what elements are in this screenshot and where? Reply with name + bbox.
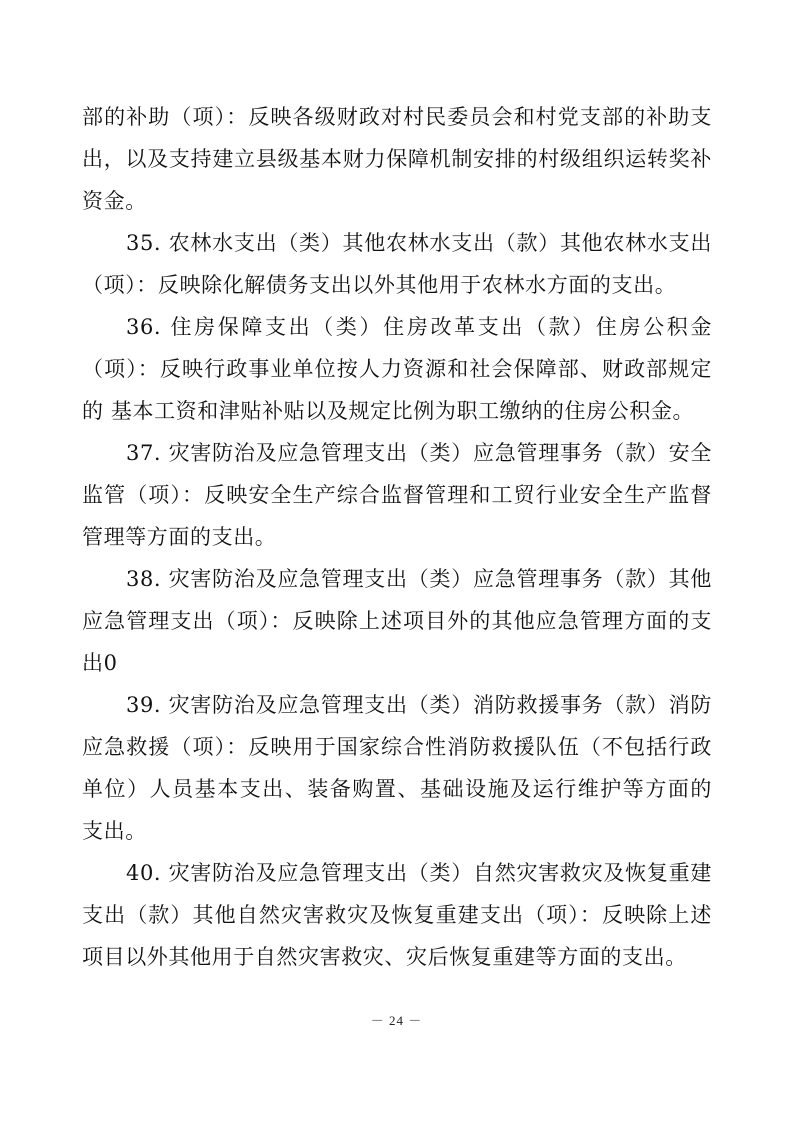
paragraph-item-39: 39. 灾害防治及应急管理支出（类）消防救援事务（款）消防应急救援（项）：反映用于国家综合性消防救援队伍（不包括行政单位）人员基本支出、装备购置、基础设施及运行维护等方面的 支出。	[82, 693, 712, 843]
paragraph-item-40: 40. 灾害防治及应急管理支出（类）自然灾害救灾及恢复重建支出（款）其他自然灾害救灾及恢复重建支出（项）：反映除上述项目以外其他用于自然灾害救灾、灾后恢复重建等方面的支出。	[82, 861, 712, 969]
paragraph-continued: 部的补助（项）：反映各级财政对村民委员会和村党支部的补助支出，以及支持建立县级基本财力保障机制安排的村级组织运转奖补资金。	[82, 105, 712, 213]
paragraph-item-38: 38. 灾害防治及应急管理支出（类）应急管理事务（款）其他应急管理支出（项）：反映除上述项目外的其他应急管理方面的支出0	[82, 567, 712, 675]
page-number: － 24 －	[370, 1013, 423, 1028]
document-body	[82, 96, 712, 978]
paragraph-item-37: 37. 灾害防治及应急管理支出（类）应急管理事务（款）安全监管（项）：反映安全生产综合监督管理和工贸行业安全生产监督管理等方面的支出。	[82, 441, 712, 549]
paragraph-item-35: 35. 农林水支出（类）其他农林水支出（款）其他农林水支出（项）：反映除化解债务支出以外其他用于农林水方面的支出。	[82, 231, 712, 297]
paragraph-item-36: 36. 住房保障支出（类）住房改革支出（款）住房公积金（项）：反映行政事业单位按人力资源和社会保障部、财政部规定的 基本工资和津贴补贴以及规定比例为职工缴纳的住房公积金。	[82, 315, 712, 423]
